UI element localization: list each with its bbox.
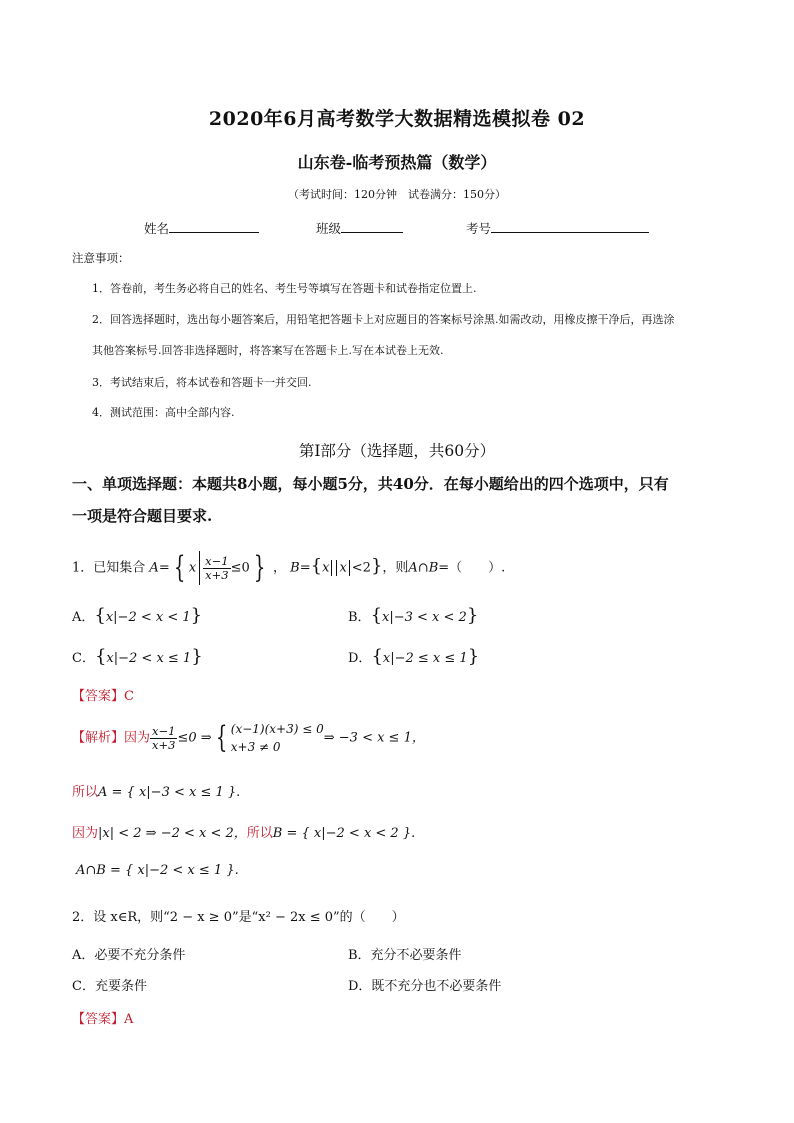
question-1-stem: 1．已知集合 A= { x $\frac{x-1}{x+3}$ ≤0 } ， B={x x <2}，则A∩B=（ ）.	[72, 550, 506, 585]
note-item-2-cont: 其他答案标号.回答非选择题时，将答案写在答题卡上.写在本试卷上无效.	[92, 344, 444, 357]
q1-so-a: 所以A = { x|−3 < x ≤ 1 }.	[72, 785, 241, 800]
q1-option-d[interactable]: D．{x|−2 ≤ x ≤ 1}	[348, 646, 480, 667]
name-blank[interactable]	[169, 220, 259, 233]
q2-option-d[interactable]: D．既不充分也不必要条件	[348, 979, 502, 994]
section-heading-line2: 一项是符合题目要求.	[72, 507, 213, 525]
class-blank[interactable]	[341, 220, 403, 233]
exam-title: 2020年6月高考数学大数据精选模拟卷 02	[208, 108, 586, 130]
note-item-3: 3．考试结束后，将本试卷和答题卡一并交回.	[92, 376, 312, 389]
id-label: 考号	[466, 221, 492, 236]
notes-heading: 注意事项：	[72, 251, 130, 265]
class-label: 班级	[316, 221, 342, 236]
q2-option-a[interactable]: A．必要不充分条件	[72, 948, 186, 963]
q2-answer: 【答案】A	[72, 1012, 134, 1027]
id-blank[interactable]	[491, 220, 649, 233]
q2-option-c[interactable]: C．充要条件	[72, 979, 147, 994]
exam-subtitle: 山东卷-临考预热篇（数学）	[297, 153, 497, 172]
q2-option-b[interactable]: B．充分不必要条件	[348, 948, 462, 963]
note-item-1: 1．答卷前，考生务必将自己的姓名、考生号等填写在答题卡和试卷指定位置上.	[92, 282, 477, 295]
class-field	[316, 219, 403, 237]
exam-time-info: （考试时间：120分钟 试卷满分：150分）	[288, 188, 506, 201]
q1-analysis: 【解析】因为 $\frac{x-1}{x+3}$ ≤0 ⇒ { (x−1)(x+3) ≤ 0 x+3 ≠ 0 ⇒ −3 < x ≤ 1，	[72, 720, 425, 755]
fraction: $\frac{x-1}{x+3}$	[205, 553, 229, 582]
note-item-2: 2．回答选择题时，选出每小题答案后，用铅笔把答题卡上对应题目的答案标号涂黑.如需改动，用橡皮擦干净后，再选涂	[92, 313, 675, 326]
q1-option-c[interactable]: C．{x|−2 < x ≤ 1}	[72, 646, 203, 667]
section-heading-line1: 一、单项选择题：本题共8小题，每小题5分，共40分．在每小题给出的四个选项中，只有	[72, 475, 669, 493]
q1-result: A∩B = { x|−2 < x ≤ 1 }.	[76, 863, 239, 878]
part-heading: 第Ⅰ部分（选择题，共60分）	[298, 442, 496, 460]
q1-option-b[interactable]: B．{x|−3 < x < 2}	[348, 605, 479, 626]
id-field	[466, 219, 649, 237]
name-field	[144, 219, 259, 237]
q1-answer: 【答案】C	[72, 689, 134, 704]
q1-so-b: 因为|x| < 2 ⇒ −2 < x < 2，所以B = { x|−2 < x < 2 }.	[72, 826, 416, 841]
question-2-stem: 2．设 x∈R，则“2 − x ≥ 0”是“x² − 2x ≤ 0”的（ ）	[72, 910, 405, 925]
note-item-4: 4．测试范围：高中全部内容.	[92, 406, 235, 419]
q1-option-a[interactable]: A．{x|−2 < x < 1}	[72, 605, 203, 626]
name-label: 姓名	[144, 221, 170, 236]
